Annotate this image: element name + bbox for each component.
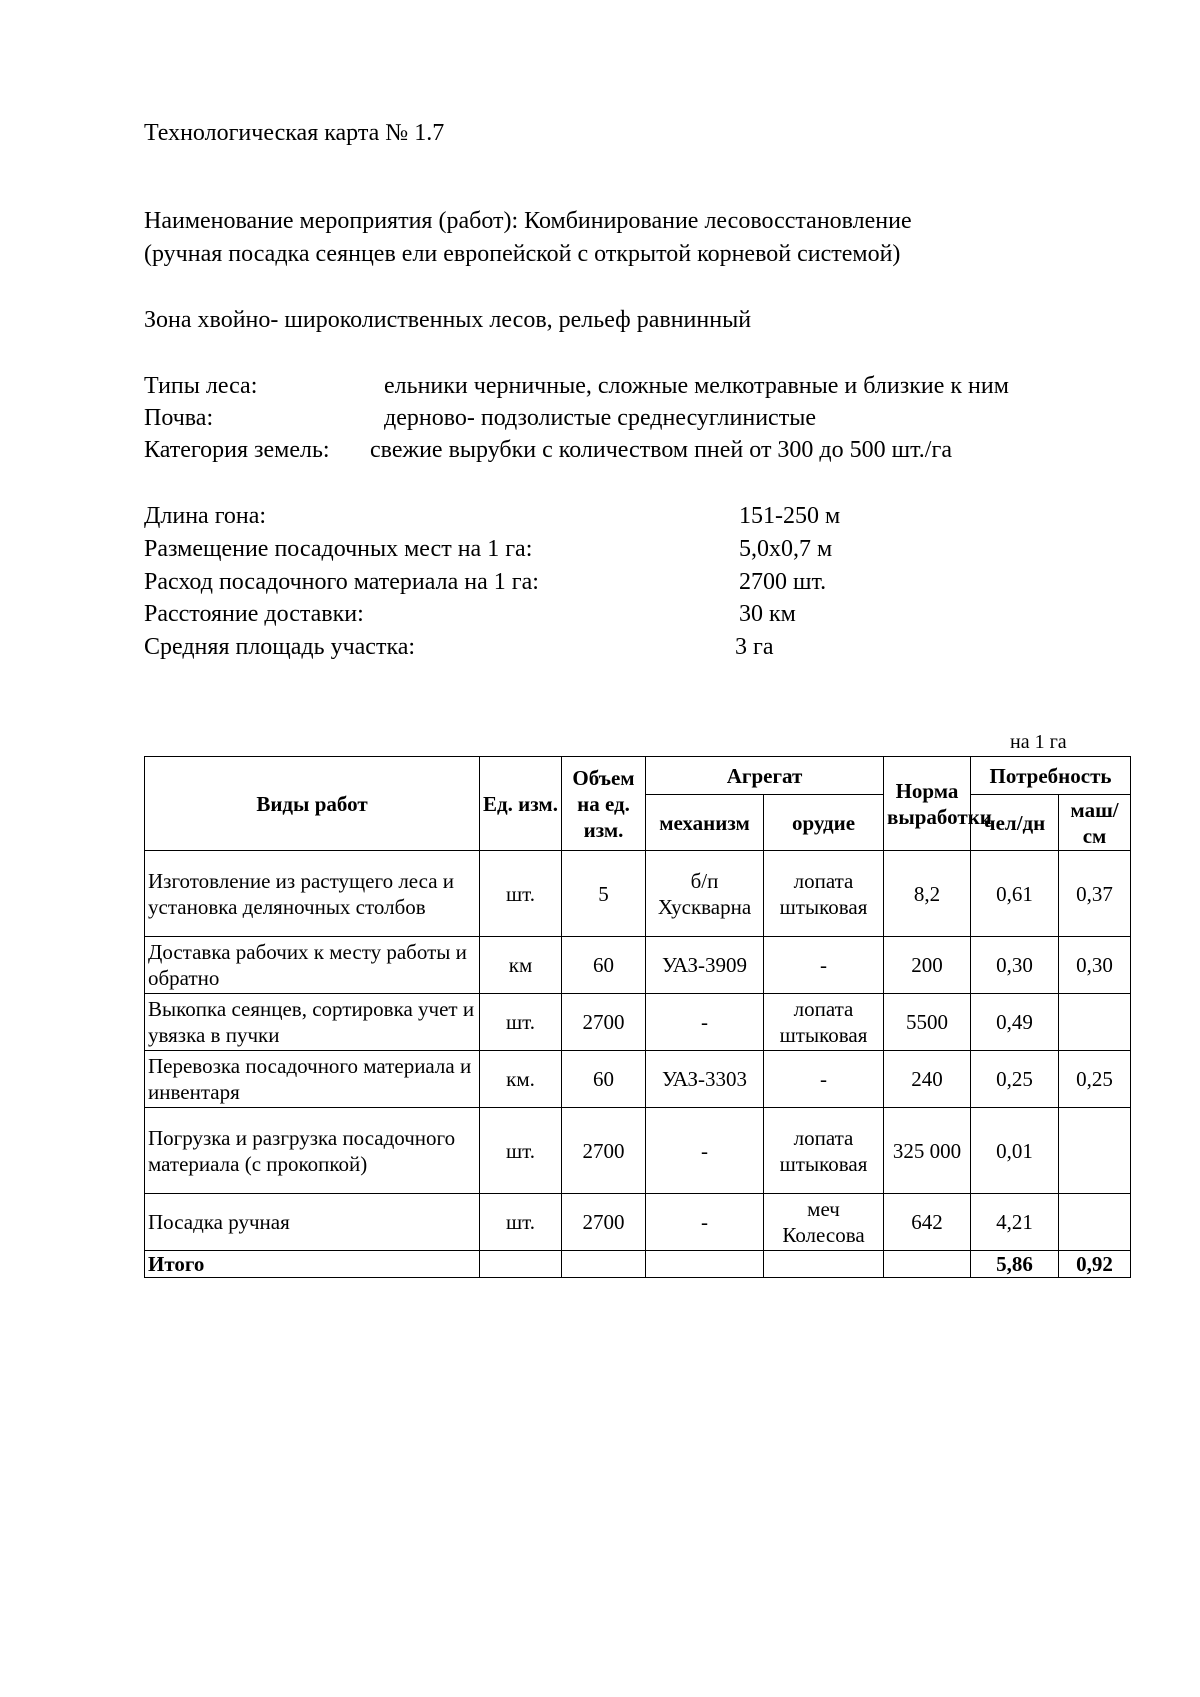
unit-note: на 1 га — [1010, 731, 1067, 753]
cell-norm: 642 — [884, 1194, 971, 1251]
cell-man-days: 0,49 — [971, 994, 1059, 1051]
param-label: Расстояние доставки: — [144, 601, 364, 627]
total-machine-shifts: 0,92 — [1059, 1251, 1131, 1278]
header-norm: Норма выработки — [884, 757, 971, 851]
param-value: 151-250 м — [739, 503, 841, 529]
cell-norm: 200 — [884, 937, 971, 994]
cell-tool: лопата штыковая — [764, 851, 884, 937]
cell-tool: лопата штыковая — [764, 994, 884, 1051]
header-volume: Объем на ед. изм. — [562, 757, 646, 851]
cell-unit: шт. — [480, 1194, 562, 1251]
param-value: 2700 шт. — [739, 569, 827, 595]
cell-mechanism: УАЗ-3909 — [646, 937, 764, 994]
cell-volume: 2700 — [562, 1194, 646, 1251]
cell-unit: км. — [480, 1051, 562, 1108]
cell-volume: 60 — [562, 937, 646, 994]
cell-unit: шт. — [480, 851, 562, 937]
header-work-type: Виды работ — [145, 757, 480, 851]
cell-machine-shifts — [1059, 994, 1131, 1051]
activity-line-1: Наименование мероприятия (работ): Комбинирование лесовосстановление — [144, 208, 912, 234]
cell-norm: 5500 — [884, 994, 971, 1051]
cell-volume: 5 — [562, 851, 646, 937]
cell-man-days: 0,30 — [971, 937, 1059, 994]
param-label: Расход посадочного материала на 1 га: — [144, 569, 539, 595]
table-row — [145, 851, 1131, 937]
cell-norm: 240 — [884, 1051, 971, 1108]
cell-volume: 2700 — [562, 994, 646, 1051]
table-row — [145, 994, 1131, 1051]
page-title: Технологическая карта № 1.7 — [144, 120, 445, 146]
cell-machine-shifts: 0,30 — [1059, 937, 1131, 994]
header-man-days: чел/дн — [971, 795, 1059, 851]
activity-line-2: (ручная посадка сеянцев ели европейской с открытой корневой системой) — [144, 241, 901, 267]
table-row — [145, 1051, 1131, 1108]
cell-work: Посадка ручная — [145, 1194, 480, 1251]
site-value-land-category: свежие вырубки с количеством пней от 300 до 500 шт./га — [370, 437, 952, 463]
cell-mechanism: - — [646, 1194, 764, 1251]
param-value: 3 га — [735, 634, 774, 660]
cell-work: Погрузка и разгрузка посадочного материала (с прокопкой) — [145, 1108, 480, 1194]
param-label: Средняя площадь участка: — [144, 634, 416, 660]
cell-work: Выкопка сеянцев, сортировка учет и увязка в пучки — [145, 994, 480, 1051]
header-need: Потребность — [971, 757, 1131, 795]
cell-man-days: 0,25 — [971, 1051, 1059, 1108]
header-aggregate: Агрегат — [646, 757, 884, 795]
header-tool: орудие — [764, 795, 884, 851]
cell-man-days: 0,01 — [971, 1108, 1059, 1194]
total-row — [145, 1251, 1131, 1278]
site-label-soil: Почва: — [144, 405, 214, 431]
cell-mechanism: - — [646, 1108, 764, 1194]
cell-tool: - — [764, 1051, 884, 1108]
param-value: 5,0х0,7 м — [739, 536, 833, 562]
cell-unit: шт. — [480, 1108, 562, 1194]
header-machine-shifts: маш/ см — [1059, 795, 1131, 851]
cell-work: Перевозка посадочного материала и инвентаря — [145, 1051, 480, 1108]
table-row — [145, 937, 1131, 994]
cell-man-days: 4,21 — [971, 1194, 1059, 1251]
site-value-forest-type: ельники черничные, сложные мелкотравные и близкие к ним — [384, 373, 1009, 399]
param-value: 30 км — [739, 601, 796, 627]
cell-mechanism: - — [646, 994, 764, 1051]
cell-machine-shifts — [1059, 1194, 1131, 1251]
cell-tool: меч Колесова — [764, 1194, 884, 1251]
site-value-soil: дерново- подзолистые среднесуглинистые — [384, 405, 816, 431]
total-empty-cell — [764, 1251, 884, 1278]
site-label-land-category: Категория земель: — [144, 437, 330, 463]
cell-norm: 325 000 — [884, 1108, 971, 1194]
cell-work: Изготовление из растущего леса и установка деляночных столбов — [145, 851, 480, 937]
cell-tool: - — [764, 937, 884, 994]
total-empty-cell — [646, 1251, 764, 1278]
site-label-forest-type: Типы леса: — [144, 373, 258, 399]
total-empty-cell — [562, 1251, 646, 1278]
cell-volume: 60 — [562, 1051, 646, 1108]
header-mechanism: механизм — [646, 795, 764, 851]
total-man-days: 5,86 — [971, 1251, 1059, 1278]
cell-machine-shifts: 0,25 — [1059, 1051, 1131, 1108]
cell-tool: лопата штыковая — [764, 1108, 884, 1194]
cell-mechanism: б/п Хускварна — [646, 851, 764, 937]
tech-card-table — [144, 756, 1131, 1278]
param-label: Длина гона: — [144, 503, 267, 529]
cell-norm: 8,2 — [884, 851, 971, 937]
cell-work: Доставка рабочих к месту работы и обратно — [145, 937, 480, 994]
param-label: Размещение посадочных мест на 1 га: — [144, 536, 533, 562]
cell-machine-shifts — [1059, 1108, 1131, 1194]
total-empty-cell — [480, 1251, 562, 1278]
cell-unit: шт. — [480, 994, 562, 1051]
table-row — [145, 1108, 1131, 1194]
cell-man-days: 0,61 — [971, 851, 1059, 937]
table-row — [145, 1194, 1131, 1251]
header-unit: Ед. изм. — [480, 757, 562, 851]
zone-text: Зона хвойно- широколиственных лесов, рельеф равнинный — [144, 307, 752, 333]
total-empty-cell — [884, 1251, 971, 1278]
cell-machine-shifts: 0,37 — [1059, 851, 1131, 937]
total-label: Итого — [145, 1251, 480, 1278]
cell-mechanism: УАЗ-3303 — [646, 1051, 764, 1108]
cell-volume: 2700 — [562, 1108, 646, 1194]
cell-unit: км — [480, 937, 562, 994]
